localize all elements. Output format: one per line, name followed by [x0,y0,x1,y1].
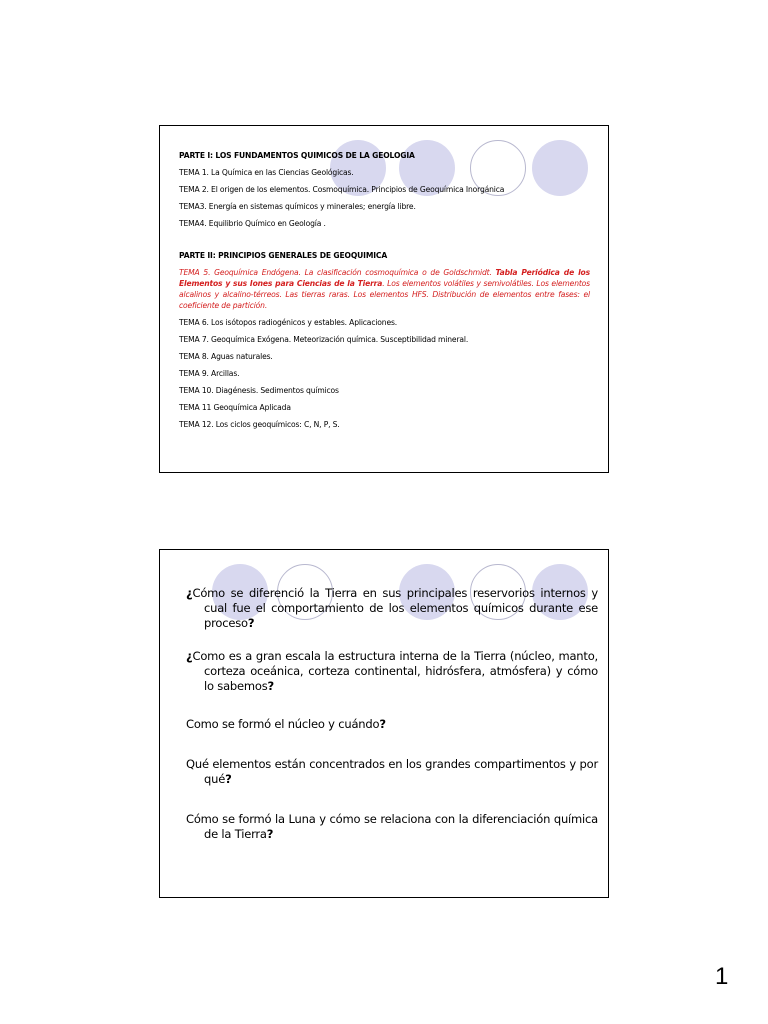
topic-item: TEMA 1. La Química en las Ciencias Geológicas. [179,168,354,177]
slide-questions [159,549,609,898]
topic-item: TEMA 2. El origen de los elementos. Cosmoquímica. Principios de Geoquímica Inorgánica [179,185,505,194]
question-item: ¿Como es a gran escala la estructura interna de la Tierra (núcleo, manto, corteza oceánica, corteza continental, hidrósfera, atmósfera) y cómo lo sabemos? [186,649,598,693]
page-number: 1 [715,963,729,990]
question-item: Cómo se formó la Luna y cómo se relaciona con la diferenciación química de la Tierra? [186,812,598,841]
topic-5-intro: TEMA 5. Geoquímica Endógena. La clasificación cosmoquímica o de Goldschmidt. [179,268,496,277]
topic-5-bold: Tabla Periódica de los Elementos y sus Iones para Ciencias de la Tierra [179,268,590,288]
questions-list [186,586,598,842]
slide-topics [159,125,609,473]
topic-item: TEMA 11 Geoquímica Aplicada [179,403,291,412]
topic-item: TEMA 9. Arcillas. [179,369,240,378]
topic-item: TEMA3. Energía en sistemas químicos y minerales; energía libre. [179,202,416,211]
topic-item: TEMA 7. Geoquímica Exógena. Meteorización química. Susceptibilidad mineral. [179,335,469,344]
topic-item: TEMA 12. Los ciclos geoquímicos: C, N, P, S. [179,420,340,429]
part1-title: PARTE I: LOS FUNDAMENTOS QUIMICOS DE LA GEOLOGIA [179,151,415,160]
topic-5-highlighted [179,267,590,311]
topics-list [179,150,590,430]
question-item: Qué elementos están concentrados en los grandes compartimentos y por qué? [186,757,598,786]
topic-item: TEMA4. Equilibrio Químico en Geología . [179,219,326,228]
topic-5-rest: . Los elementos volátiles y semivolátiles. Los elementos alcalinos y alcalino-térreos. Las tierras raras. Los elementos HFS. Distribución de elementos entre fases: el coeficiente de partición. [179,279,590,310]
question-item: Como se formó el núcleo y cuándo? [186,717,386,731]
topic-item: TEMA 6. Los isótopos radiogénicos y estables. Aplicaciones. [179,318,398,327]
topic-item: TEMA 10. Diagénesis. Sedimentos químicos [179,386,339,395]
question-item: ¿Cómo se diferenció la Tierra en sus principales reservorios internos y cual fue el comportamiento de los elementos químicos durante ese proceso? [186,586,598,630]
topic-item: TEMA 8. Aguas naturales. [179,352,273,361]
part2-title: PARTE II: PRINCIPIOS GENERALES DE GEOQUIMICA [179,251,388,260]
